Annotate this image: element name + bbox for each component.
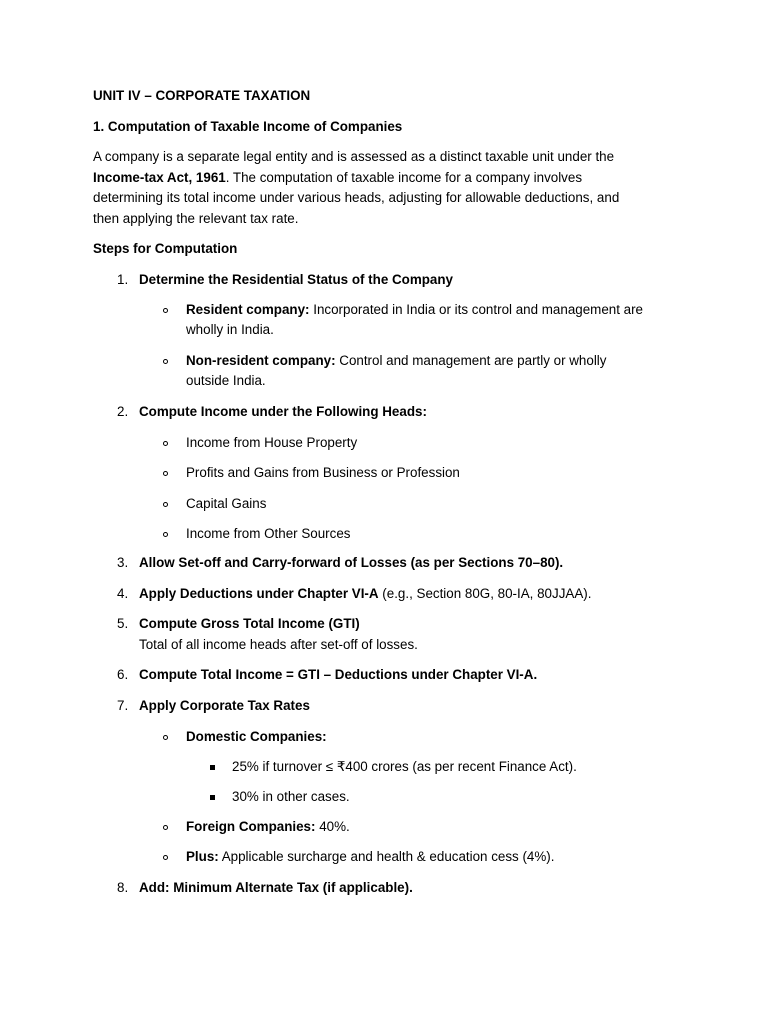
income-head: Profits and Gains from Business or Profession (186, 465, 460, 480)
step-number: 7. (117, 698, 129, 713)
step-title: Compute Gross Total Income (GTI) (139, 616, 360, 631)
step-detail: Total of all income heads after set-off of losses. (139, 637, 418, 652)
sub-item-label: Resident company: (186, 302, 310, 317)
hollow-circle-bullet-icon (163, 855, 168, 860)
step-title: Compute Total Income = GTI – Deductions under Chapter VI-A. (139, 667, 538, 682)
steps-heading: Steps for Computation (93, 241, 238, 256)
step-number: 1. (117, 272, 129, 287)
section-title: 1. Computation of Taxable Income of Companies (93, 119, 403, 134)
step-title: Apply Deductions under Chapter VI-A (139, 586, 379, 601)
hollow-circle-bullet-icon (163, 308, 168, 313)
hollow-circle-bullet-icon (163, 502, 168, 507)
step-title: Apply Corporate Tax Rates (139, 698, 310, 713)
plus-label: Plus: (186, 849, 219, 864)
hollow-circle-bullet-icon (163, 735, 168, 740)
domestic-companies-label: Domestic Companies: (186, 729, 327, 744)
act-name: Income-tax Act, 1961 (93, 170, 226, 185)
intro-line-1: A company is a separate legal entity and is assessed as a distinct taxable unit under the (93, 149, 615, 164)
sub-item-label: Non-resident company: (186, 353, 336, 368)
unit-title: UNIT IV – CORPORATE TAXATION (93, 88, 311, 103)
plus-text: Applicable surcharge and health & education cess (4%). (218, 849, 555, 864)
foreign-companies-item (186, 817, 350, 837)
hollow-circle-bullet-icon (163, 359, 168, 364)
sub-item (186, 300, 643, 320)
sub-item-text: Control and management are partly or wholly (335, 353, 607, 368)
step-title: Compute Income under the Following Heads: (139, 404, 427, 419)
hollow-circle-bullet-icon (163, 441, 168, 446)
sub-item (186, 351, 606, 371)
rate-item: 25% if turnover ≤ ₹400 crores (as per recent Finance Act). (232, 759, 577, 774)
plus-item (186, 847, 554, 867)
foreign-companies-rate: 40%. (315, 819, 350, 834)
hollow-circle-bullet-icon (163, 825, 168, 830)
step-number: 4. (117, 586, 129, 601)
income-head: Income from Other Sources (186, 526, 351, 541)
intro-line-3: determining its total income under various heads, adjusting for allowable deductions, and (93, 190, 620, 205)
step-number: 3. (117, 555, 129, 570)
sub-item-text: Incorporated in India or its control and management are (309, 302, 644, 317)
step-title: Determine the Residential Status of the Company (139, 272, 453, 287)
square-bullet-icon (210, 795, 215, 800)
step-number: 8. (117, 880, 129, 895)
income-head: Income from House Property (186, 435, 358, 450)
intro-line-4: then applying the relevant tax rate. (93, 211, 299, 226)
step-title: Allow Set-off and Carry-forward of Losses (as per Sections 70–80). (139, 555, 564, 570)
square-bullet-icon (210, 765, 215, 770)
rate-item: 30% in other cases. (232, 789, 350, 804)
step-title: Add: Minimum Alternate Tax (if applicable). (139, 880, 413, 895)
sub-item-continuation: wholly in India. (186, 322, 274, 337)
step-number: 5. (117, 616, 129, 631)
foreign-companies-label: Foreign Companies: (186, 819, 316, 834)
income-head: Capital Gains (186, 496, 267, 511)
intro-line-2-rest: . The computation of taxable income for a company involves (225, 170, 583, 185)
intro-line-2 (93, 168, 582, 188)
step-title-line (139, 584, 591, 604)
step-number: 2. (117, 404, 129, 419)
step-number: 6. (117, 667, 129, 682)
step-title-rest: (e.g., Section 80G, 80-IA, 80JJAA). (378, 586, 592, 601)
sub-item-continuation: outside India. (186, 373, 266, 388)
hollow-circle-bullet-icon (163, 471, 168, 476)
hollow-circle-bullet-icon (163, 532, 168, 537)
